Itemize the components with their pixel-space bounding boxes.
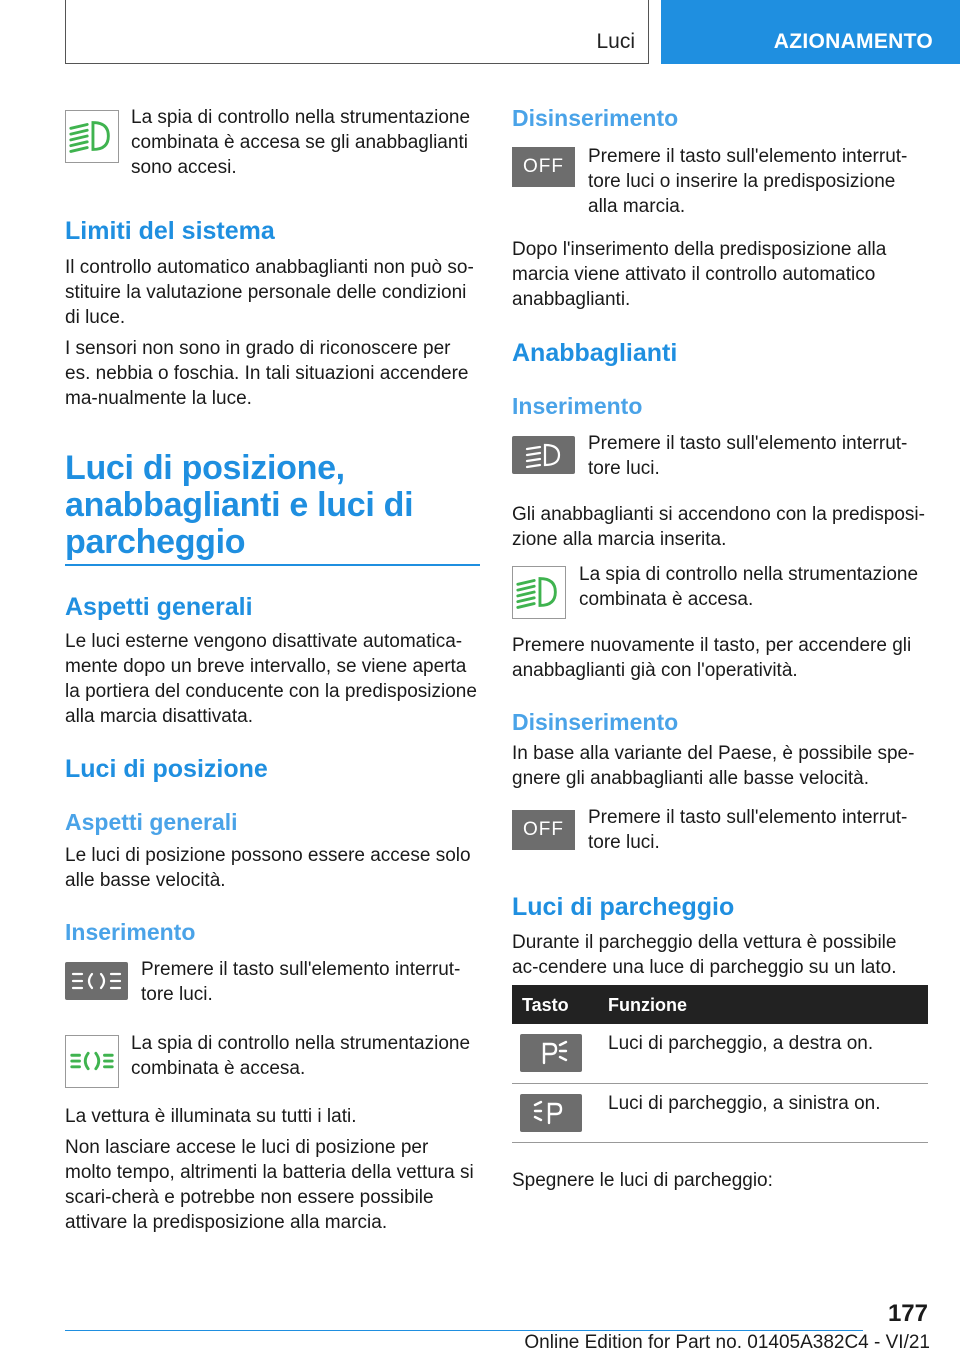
text-aspetti-generali: Le luci esterne vengono disattivate automatica-mente dopo un breve intervallo, se viene aperta la portiera del conducente con la predisposizione alla marcia disattivata. [65,631,477,727]
text-spia-anabbaglianti: La spia di controllo nella strumentazione combinata è accesa se gli anabbaglianti sono accesi. [131,107,471,178]
heading-limiti-sistema: Limiti del sistema [65,217,275,245]
table-row-1-funzione: Luci di parcheggio, a destra on. [608,1033,874,1054]
parking-lights-indicator-icon [65,1035,119,1088]
heading-luci-posizione-line2: anabbaglianti e luci di [65,486,414,524]
footer-edition: Online Edition for Part no. 01405A382C4 - VI/21 [524,1332,930,1353]
heading-disinserimento-2: Disinserimento [512,709,679,735]
parking-light-right-icon [520,1034,582,1072]
text-premere-3: Premere il tasto sull'elemento interrut-tore luci. [588,807,908,853]
section-divider [65,564,480,566]
heading-luci-posizione-line3: parcheggio [65,523,246,561]
text-limiti-1: Il controllo automatico anabbaglianti non può so-stituire la valutazione personale delle condizioni di luce. [65,257,474,328]
text-gli-anabbaglianti: Gli anabbaglianti si accendono con la predisposi-zione alla marcia inserita. [512,504,925,550]
parking-lights-button-icon [65,962,128,1000]
header-frame [65,0,649,64]
footer-rule [65,1330,863,1331]
table-row-2-funzione: Luci di parcheggio, a sinistra on. [608,1093,881,1114]
low-beam-button-icon [512,436,575,474]
table-row-divider [512,1083,928,1084]
heading-luci-posizione: Luci di posizione [65,755,268,783]
heading-inserimento-2: Inserimento [512,393,643,419]
table-col-funzione: Funzione [608,995,687,1015]
text-spia-posizione: La spia di controllo nella strumentazione combinata è accesa. [131,1033,471,1079]
text-disinserimento-1: Premere il tasto sull'elemento interrut-tore luci o inserire la predisposizione alla marcia. [588,146,908,217]
table-header [512,985,928,1024]
header-chapter-label: AZIONAMENTO [773,30,933,53]
parking-light-left-icon [520,1094,582,1132]
table-col-tasto: Tasto [522,995,569,1015]
text-dopo-inserimento: Dopo l'inserimento della predisposizione alla marcia viene attivato il controllo automatico anabbaglianti. [512,239,887,310]
off-button-icon: OFF [512,147,575,187]
heading-anabbaglianti: Anabbaglianti [512,339,678,367]
header-section-title: Luci [596,30,635,53]
heading-luci-posizione-line1: Luci di posizione, [65,449,345,487]
text-spia-2: La spia di controllo nella strumentazione combinata è accesa. [579,564,919,610]
text-variante: In base alla variante del Paese, è possibile spe-gnere gli anabbaglianti alle basse velocità. [512,743,915,789]
text-premere-1: Premere il tasto sull'elemento interrut-tore luci. [141,959,461,1005]
text-limiti-2: I sensori non sono in grado di riconoscere per es. nebbia o foschia. In tali situazioni accendere ma-nualmente la luce. [65,338,469,409]
text-non-lasciare: Non lasciare accese le luci di posizione per molto tempo, altrimenti la batteria della vettura si scari-cherà e potrebbe non essere possibile attivare la predisposizione alla marcia. [65,1137,474,1233]
page-number: 177 [887,1300,928,1327]
text-premere-2: Premere il tasto sull'elemento interrut-tore luci. [588,433,908,479]
heading-disinserimento: Disinserimento [512,105,679,131]
table-bottom-border [512,1142,928,1143]
text-nuovamente: Premere nuovamente il tasto, per accendere gli anabbaglianti già con l'operatività. [512,635,912,681]
off-button-icon-2: OFF [512,810,575,850]
text-spegnere: Spegnere le luci di parcheggio: [512,1170,773,1191]
heading-aspetti-generali: Aspetti generali [65,593,253,621]
header-chapter-tab [661,0,960,64]
text-aspetti-generali-2: Le luci di posizione possono essere accese solo alle basse velocità. [65,845,471,891]
text-durante: Durante il parcheggio della vettura è possibile ac-cendere una luce di parcheggio su un lato. [512,932,897,978]
text-illuminata: La vettura è illuminata su tutti i lati. [65,1106,357,1127]
low-beam-indicator-icon [65,110,119,163]
heading-inserimento: Inserimento [65,919,196,945]
low-beam-indicator-icon-2 [512,566,566,619]
heading-luci-parcheggio: Luci di parcheggio [512,893,735,921]
heading-aspetti-generali-2: Aspetti generali [65,809,238,835]
